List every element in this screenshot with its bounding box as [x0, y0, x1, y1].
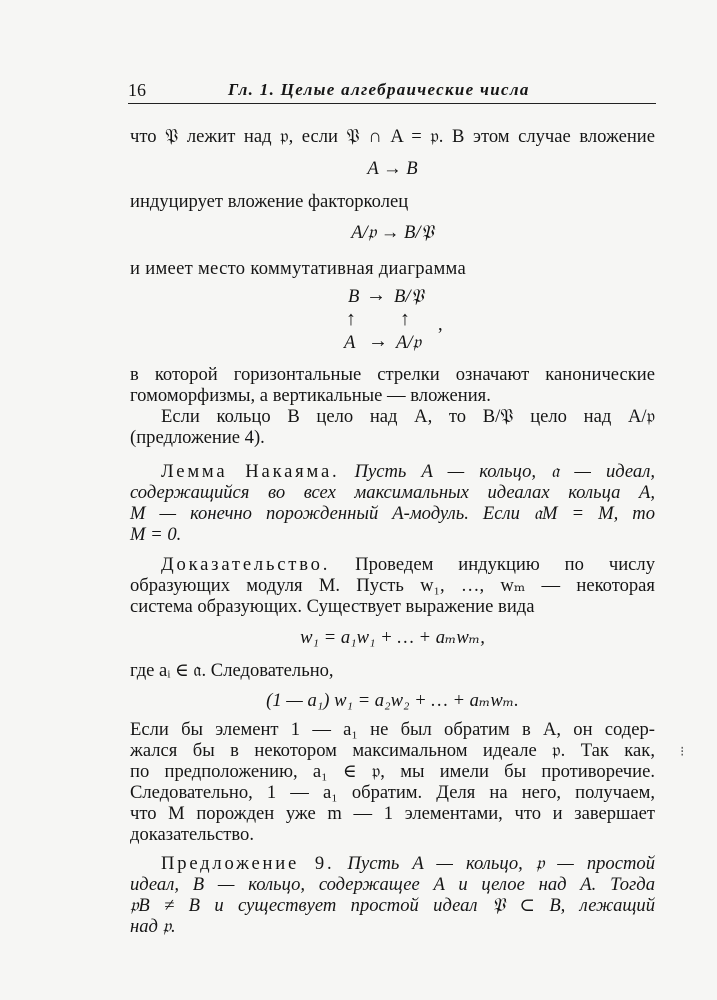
- proof-line: система образующих. Существует выражение вида: [130, 596, 535, 617]
- proposition-label: Предложение 9.: [161, 853, 335, 874]
- proof-line: Следовательно, 1 — a₁ обратим. Деля на него, получаем,: [130, 782, 655, 803]
- page-number: 16: [128, 80, 146, 100]
- text-line: Если кольцо B цело над A, то B/𝔓 цело над A/𝔭: [161, 406, 655, 427]
- lemma-line: содержащийся во всех максимальных идеалах кольца A,: [130, 482, 655, 503]
- commutative-diagram: [330, 286, 470, 356]
- text-line: в которой горизонтальные стрелки означают канонические: [130, 364, 655, 385]
- formula-inclusion: A → B: [367, 158, 418, 179]
- diagram-comma: ,: [438, 314, 443, 335]
- text-line: (предложение 4).: [130, 427, 265, 448]
- diagram-right-up-arrow: ↑: [400, 308, 410, 330]
- proof-line: образующих модуля M. Пусть w₁, …, wₘ — некоторая: [130, 575, 655, 596]
- formula-rearranged: (1 — a₁) w₁ = a₂w₂ + … + aₘwₘ.: [266, 690, 519, 711]
- diagram-bottom-left: A: [344, 332, 356, 353]
- proposition-statement-start: Пусть A — кольцо, 𝔭 — простой: [347, 853, 655, 874]
- diagram-top-arrow: →: [366, 284, 386, 306]
- lemma-first-line: [161, 461, 655, 482]
- header-rule: [128, 103, 656, 104]
- text-line: индуцирует вложение факторколец: [130, 191, 409, 212]
- diagram-top-right: B/𝔓: [394, 286, 424, 307]
- lemma-line: M = 0.: [130, 524, 182, 545]
- proof-label: Доказательство.: [161, 554, 331, 575]
- formula-expression: w₁ = a₁w₁ + … + aₘwₘ,: [300, 627, 485, 648]
- proposition-line: идеал, B — кольцо, содержащее A и целое над A. Тогда: [130, 874, 655, 895]
- text-line: что 𝔓 лежит над 𝔭, если 𝔓 ∩ A = 𝔭. В этом случае вложение: [130, 126, 655, 147]
- proof-first-line: [161, 554, 655, 575]
- formula-factor-rings: A/𝔭 → B/𝔓: [351, 222, 434, 243]
- diagram-top-left: B: [348, 286, 360, 307]
- proof-line: по предположению, a₁ ∈ 𝔭, мы имели бы противоречие.: [130, 761, 655, 782]
- lemma-line: M — конечно порожденный A-модуль. Если 𝔞M = M, то: [130, 503, 655, 524]
- proof-line: что M порожден уже m — 1 элементами, что и завершает: [130, 803, 655, 824]
- chapter-title: Гл. 1. Целые алгебраические числа: [228, 80, 530, 99]
- proposition-first-line: [161, 853, 655, 874]
- proposition-line: 𝔭B ≠ B и существует простой идеал 𝔓 ⊂ B, лежащий: [130, 895, 655, 916]
- lemma-statement-start: Пусть A — кольцо, 𝔞 — идеал,: [354, 461, 655, 482]
- margin-mark: ⁝: [680, 745, 685, 760]
- text-line: и имеет место коммутативная диаграмма: [130, 258, 466, 279]
- diagram-left-up-arrow: ↑: [346, 308, 356, 330]
- proof-line: Если бы элемент 1 — a₁ не был обратим в A, он содер-: [130, 719, 655, 740]
- lemma-label: Лемма Накаяма.: [161, 461, 340, 482]
- proof-line: жался бы в некотором максимальном идеале 𝔭. Так как,: [130, 740, 655, 761]
- proof-line: доказательство.: [130, 824, 254, 845]
- text-line: гомоморфизмы, а вертикальные — вложения.: [130, 385, 491, 406]
- proof-line: где aᵢ ∈ 𝔞. Следовательно,: [130, 660, 334, 681]
- diagram-bottom-right: A/𝔭: [396, 332, 421, 353]
- proposition-line: над 𝔭.: [130, 916, 176, 937]
- running-header: [128, 80, 656, 102]
- diagram-bottom-arrow: →: [368, 330, 388, 352]
- proof-text-start: Проведем индукцию по числу: [355, 554, 655, 575]
